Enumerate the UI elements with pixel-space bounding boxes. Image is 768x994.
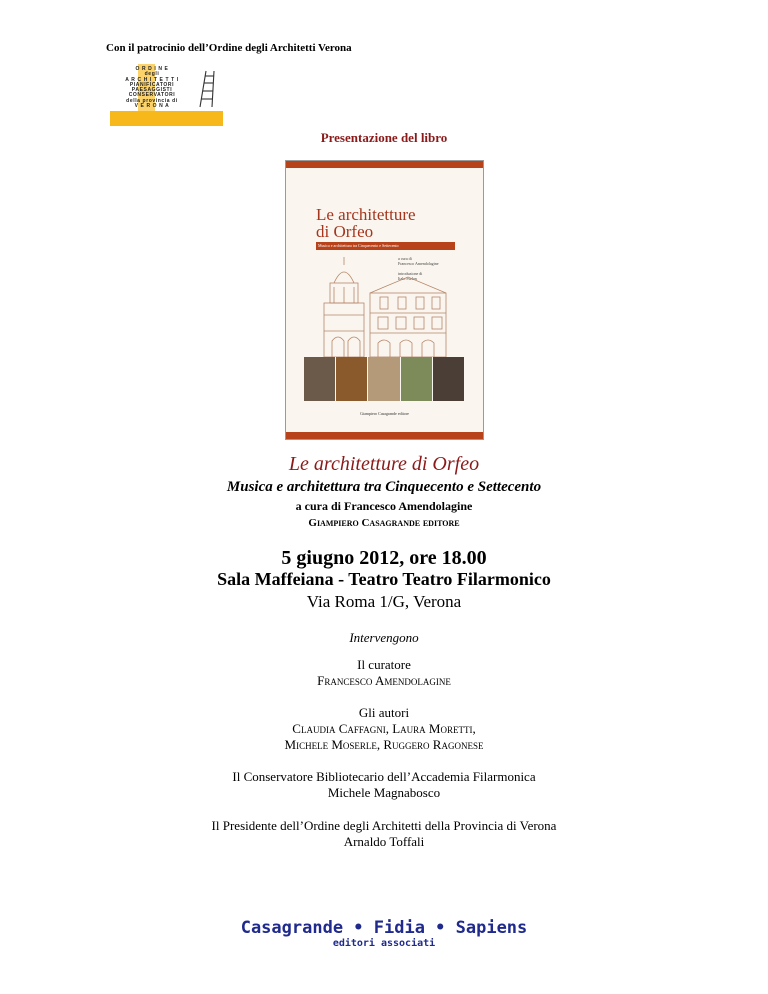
ordine-architetti-logo <box>110 64 223 126</box>
cover-photo-statue <box>433 357 464 401</box>
logo-line: degli <box>144 71 160 78</box>
cover-curator-label: a cura di <box>398 256 412 261</box>
event-address: Via Roma 1/G, Verona <box>306 592 462 611</box>
facade-engraving-illustration <box>314 253 454 357</box>
cover-curator-name: Francesco Amendolagine <box>398 261 439 266</box>
cover-photo-tree <box>401 357 432 401</box>
president-role: Il Presidente dell’Ordine degli Architetti della Provincia di Verona <box>211 818 557 833</box>
cover-title <box>316 206 416 240</box>
curator-name: Francesco Amendolagine <box>317 673 451 688</box>
curator-role: Il curatore <box>357 657 411 672</box>
logo-band-shape <box>110 111 223 126</box>
cover-photo-painting <box>336 357 367 401</box>
logo-line: PIANIFICATORI <box>129 81 175 88</box>
cover-photo-strip <box>304 357 464 401</box>
logo-line: A R C H I T E T T I <box>125 76 179 83</box>
book-title: Le architetture di Orfeo <box>288 453 480 475</box>
cover-title-line: Le architetture <box>316 205 416 224</box>
publishers-logo-text: Casagrande • Fidia • Sapiens <box>240 918 528 938</box>
cover-title-line: di Orfeo <box>316 222 374 241</box>
logo-line: PAESAGGISTI <box>131 87 173 94</box>
logo-text <box>116 67 188 109</box>
book-cover <box>285 160 484 440</box>
book-subtitle: Musica e architettura tra Cinquecento e Settecento <box>226 479 542 495</box>
cover-photo-interior <box>368 357 399 401</box>
book-editor-line: a cura di Francesco Amendolagine <box>295 499 473 513</box>
cover-top-bar <box>286 161 483 168</box>
ladder-icon <box>194 69 218 109</box>
logo-line: CONSERVATORI <box>128 92 176 99</box>
cover-intro-name: Italo Furlan <box>398 276 417 281</box>
cover-subtitle-band: Musica e architettura tra Cinquecento e Settecento <box>316 242 455 250</box>
authors-line-2: Michele Moserle, Ruggero Ragonese <box>284 737 484 752</box>
cover-bottom-bar <box>286 432 483 439</box>
president-name: Arnaldo Toffali <box>343 834 425 849</box>
event-date: 5 giugno 2012, ore 18.00 <box>281 547 487 569</box>
publishers-tagline: editori associati <box>332 938 436 949</box>
cover-intro-label: introduzione di <box>398 271 423 276</box>
librarian-name: Michele Magnabosco <box>327 785 441 800</box>
book-publisher: Giampiero Casagrande editore <box>308 517 460 529</box>
logo-line: V E R O N A <box>134 103 170 110</box>
speakers-heading: Intervengono <box>349 630 419 645</box>
cover-photo-portrait <box>304 357 335 401</box>
logo-line: della provincia di <box>126 97 178 104</box>
cover-publisher: Giampiero Casagrande editore <box>360 411 409 416</box>
event-venue: Sala Maffeiana - Teatro Teatro Filarmonico <box>217 569 551 589</box>
authors-line-1: Claudia Caffagni, Laura Moretti, <box>292 721 476 736</box>
authors-role: Gli autori <box>358 705 410 720</box>
logo-line: O R D I N E <box>135 66 169 72</box>
presentation-label: Presentazione del libro <box>320 130 448 145</box>
librarian-role: Il Conservatore Bibliotecario dell’Accademia Filarmonica <box>232 769 536 784</box>
patronage-line: Con il patrocinio dell’Ordine degli Architetti Verona <box>106 42 352 54</box>
